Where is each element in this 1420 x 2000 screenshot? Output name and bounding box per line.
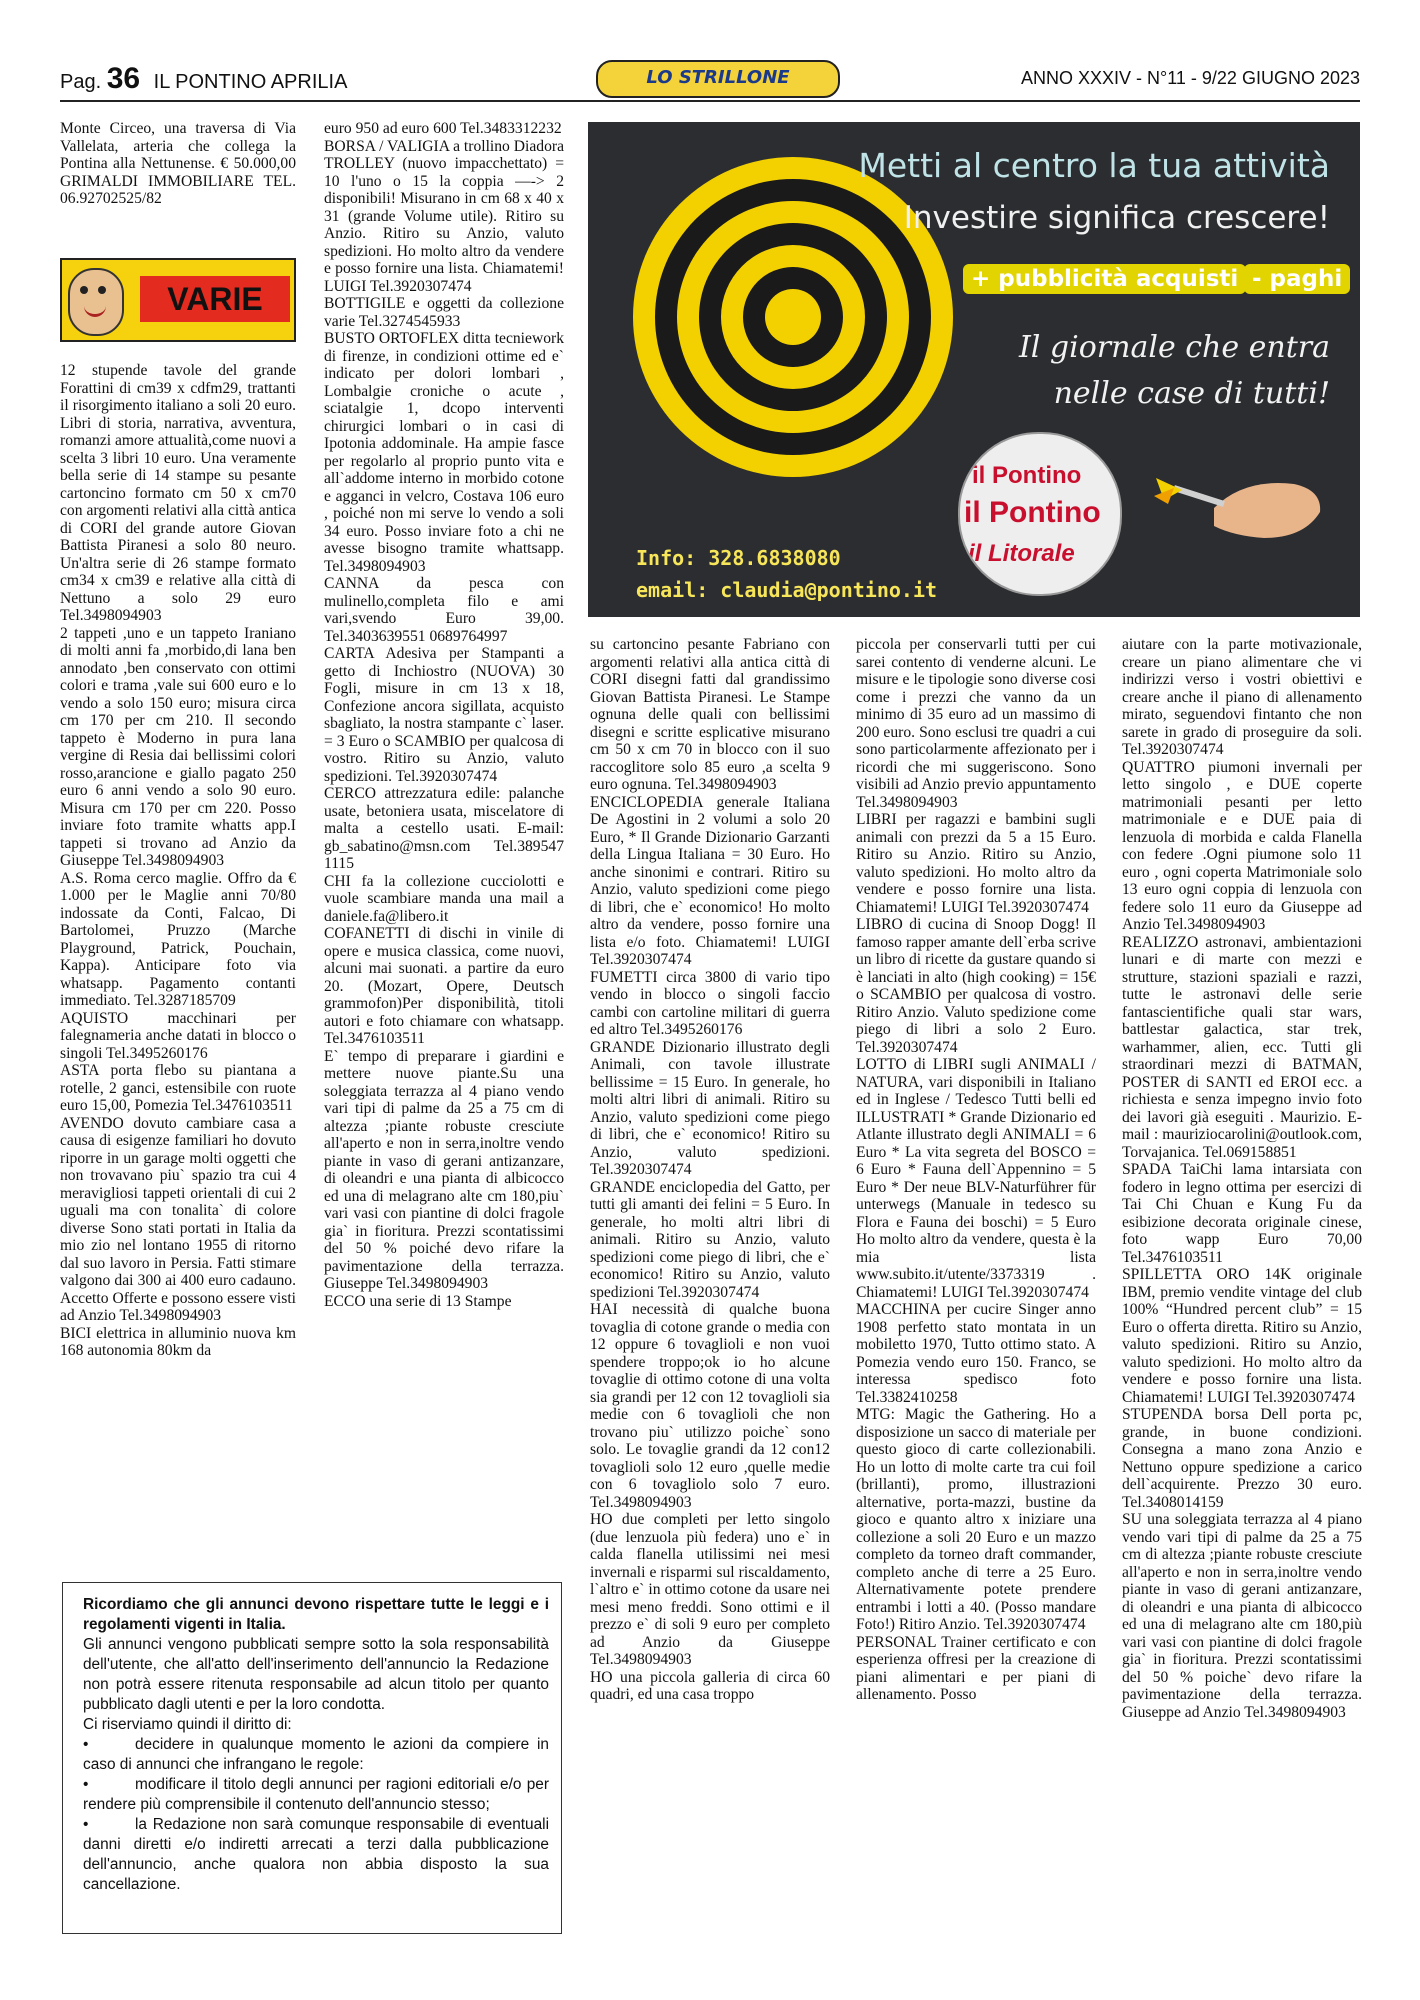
column-1 (60, 362, 296, 1360)
classified-ad: Monte Circeo, una traversa di Via Vallelata, arteria che collega la Pontina alla Nettunense. € 50.000,00 GRIMALDI IMMOBILIARE TEL. 06.92702525/82 (60, 120, 296, 207)
paper-name: IL PONTINO APRILIA (153, 71, 348, 93)
classified-ad: BUSTO ORTOFLEX ditta tecniework di firenze, in condizioni ottime ed e` indicato per dolori lombari , Lombalgie croniche o acute , sciatalgie 1, dcopo interventi chirurgici lombari o in casi di Ipotonia addominale. Ha ampie fasce per regolarlo al proprio punto vita e all`addome interno in morbido cotone e agganci in velcro, Costava 106 euro , poiché non mi serve lo vendo a soli 34 euro. Posso inviare foto a chi ne avesse bisogno tramite whattsapp. Tel.3498094903 (324, 330, 564, 575)
ball-logo-line-3: il Litorale (968, 540, 1075, 567)
classified-ad: CHI fa la collezione cucciolotti e vuole scambiare manda una mail a daniele.fa@libero.it (324, 872, 564, 925)
classified-ad: QUATTRO piumoni invernali per letto singolo , e DUE coperte matrimoniali pesanti per letto matrimoniale e e DUE paia di lenzuola di morbida e calda Flanella con federe .Ogni piumone solo 11 euro , ogni coperta Matrimoniale solo 13 euro ogni coppia di lenzuola con federe solo 11 euro da Giuseppe ad Anzio Tel.3498094903 (1122, 758, 1362, 933)
classified-ad: piccola per conservarli tutti per cui sarei contento di venderne alcuni. Le misure e le tipologie sono diverse cosi come i prezzi che vanno da un minimo di 35 euro ad un massimo di 200 euro. Sono esclusi tre quadri a cui sono particolarmente affezionato per i ricordi che mi suggeriscono. Sono visibili ad Anzio previo appuntamento Tel.3498094903 (856, 636, 1096, 811)
classified-ad: GRANDE enciclopedia del Gatto, per tutti gli amanti dei felini = 5 Euro. In generale, ho molti altri libri di animali. Ritiro su Anzio, valuto spedizioni come piego di libri, che e` economico! Ritiro su Anzio, valuto spedizioni Tel.3920307474 (590, 1178, 830, 1301)
classified-ad: GRANDE Dizionario illustrato degli Animali, con tavole illustrate bellissime = 15 Euro. In generale, ho molti altri libri di animali. Ritiro su Anzio, valuto spedizioni come piego di libri, che e` economico! Ritiro su Anzio, valuto spedizioni. Tel.3920307474 (590, 1038, 830, 1178)
classified-ad: LOTTO di LIBRI sugli ANIMALI / NATURA, vari disponibili in Italiano ed in Inglese / Tedesco Tutti belli ed ILLUSTRATI * Grande Dizionario ed Atlante illustrato degli ANIMALI = 6 Euro * La vita segreta del BOSCO = 6 Euro * Fauna dell`Appennino = 5 Euro * Der neue BLV-Naturführer für unterwegs (Manuale in tedesco su Flora e Fauna dei boschi) = 5 Euro Ho molto altro da vendere, questa è la mia lista www.subito.it/utente/3373319 . Chiamatemi! LUIGI Tel.3920307474 (856, 1056, 1096, 1301)
strillone-mascot-icon (68, 268, 124, 336)
classified-ad: CERCO attrezzatura edile: palanche usate, betoniera usata, miscelatore di malta a cestello usati. E-mail: gb_sabatino@msn.com Tel.389547 1115 (324, 785, 564, 872)
ad-pill-more-ads: + pubblicità acquisti (963, 264, 1246, 294)
ad-slogan-line-1: Il giornale che entra (1018, 330, 1330, 365)
column-4 (856, 636, 1096, 1704)
classified-ad: ENCICLOPEDIA generale Italiana De Agostini in 2 volumi a solo 20 Euro, * Il Grande Dizionario Garzanti della Lingua Italiana = 30 Euro. Ho anche sinonimi e contrari. Ritiro su Anzio, valuto spedizioni come piego di libri, che e` economico! Ho molto altro da vendere, posso fornire una lista e/o foto. Chiamatemi! LUIGI Tel.3920307474 (590, 793, 830, 968)
pontino-advertisement (588, 122, 1360, 617)
hand-with-dart-icon (1154, 438, 1324, 548)
classified-ad: ASTA porta flebo su piantana a rotelle, 2 ganci, estensibile con ruote euro 15,00, Pomezia Tel.3476103511 (60, 1062, 296, 1114)
classified-ad: aiutare con la parte motivazionale, creare un piano alimentare che vi indirizzi verso i vostri obiettivi e creare anche il piano di allenamento mirato, seguendovi fintanto che non sarete in grado di proseguire da soli. Tel.3920307474 (1122, 636, 1362, 758)
classified-ad: HO due completi per letto singolo (due lenzuola più federa) uno e` in calda flanella utilissimi nei mesi invernali e risparmi sul riscaldamento, l`altro e` in ottimo cotone da usare nei mesi meno freddi. Sono ottimi e il prezzo e` di soli 9 euro per completo ad Anzio da Giuseppe Tel.3498094903 (590, 1511, 830, 1668)
column-1-top (60, 120, 296, 208)
notice-bullet: • la Redazione non sarà comunque responsabile di eventuali danni diretti e/o indiretti arrecati a terzi dalla pubblicazione dell'annuncio, anche qualora non abbia disposto la sua cancellazione. (83, 1815, 549, 1895)
classified-ad: STUPENDA borsa Dell porta pc, grande, in buone condizioni. Consegna a mano zona Anzio e Nettuno oppure spedizione a carico dell`acquirente. Prezzo 30 euro. Tel.3408014159 (1122, 1406, 1362, 1511)
notice-paragraph: Gli annunci vengono pubblicati sempre sotto la sola responsabilità dell'utente, che all'atto dell'inserimento dell'annuncio la Redazione non potrà essere ritenuta responsabile ad alcun titolo per quanto pubblicato dagli utenti e per la loro condotta. (83, 1636, 549, 1713)
classified-ad: LIBRI per ragazzi e bambini sugli animali con prezzi da 5 a 15 Euro. Ritiro su Anzio. Ritiro su Anzio, valuto spedizioni. Ho molto altro da vendere e posso fornire una lista. Chiamatemi! LUIGI Tel.3920307474 (856, 811, 1096, 916)
classified-ad: 12 stupende tavole del grande Forattini di cm39 x cdfm29, trattanti il risorgimento italiano a soli 20 euro. Libri di storia, narrativa, avventura, romanzi amore attualità,come nuovi a scelta 3 libri 10 euro. Una veramente bella serie di 14 stampe su pesante cartoncino formato cm 50 x cm70 con argomenti relativi alla città antica di CORI del grande autore Giovan Battista Piranesi a solo 80 neuro. Un'altra serie di 26 stampe formato cm34 x cm39 e relative alla città di Nettuno a solo 29 euro Tel.3498094903 (60, 362, 296, 624)
classified-ad: BORSA / VALIGIA a trollino Diadora TROLLEY (nuovo impacchettato) = 10 l'uno o 15 la coppia —-> 2 disponibili! Misurano in cm 68 x 40 x 31 (grande Volume utile). Ritiro su Anzio. Ritiro su Anzio, valuto spedizioni. Ho molto altro da vendere e posso fornire una lista. Chiamatemi! LUIGI Tel.3920307474 (324, 137, 564, 295)
classified-ad: FUMETTI circa 3800 di vario tipo vendo in blocco o singoli faccio cambi con cartoline militari di guerra ed altro Tel.3495260176 (590, 968, 830, 1038)
header-divider (60, 100, 1360, 102)
classified-ad: ECCO una serie di 13 Stampe (324, 1292, 512, 1310)
page-number: 36 (106, 62, 141, 95)
classified-ad: BOTTIGILE e oggetti da collezione varie Tel.3274545933 (324, 295, 564, 330)
notice-lead: Ricordiamo che gli annunci devono rispettare tutte le leggi e i regolamenti vigenti in Italia. (83, 1596, 549, 1633)
classified-ad: BICI elettrica in alluminio nuova km 168 autonomia 80km da (60, 1324, 296, 1359)
classified-ad: REALIZZO astronavi, ambientazioni lunari e di marte con mezzi e strutture, stazioni spaziali e razzi, tutte le astronavi delle serie fantascientifiche quali star wars, battlestar galactica, star trek, warhammer, alien, ecc. Tutti gli straordinari mezzi di BATMAN, POSTER di SANTI ed EROI ecc. a richiesta e senza impegno invio foto dei lavori già eseguiti . Maurizio. E-mail : mauriziocarolini@outlook.com, Torvajanica. Tel.069158851 (1122, 933, 1362, 1161)
classified-ad: COFANETTI di dischi in vinile di opere e musica classica, come nuovi, alcuni mai suonati. a partire da euro 20. (Mozart, Opere, Deutsch grammofon)Per disponibilità, titoli autori e foto chiamare con whatsapp. Tel.3476103511 (324, 925, 564, 1047)
classified-ad: SU una soleggiata terrazza al 4 piano vendo vari tipi di palme da 25 a 75 cm di altezza ;piante robuste cresciute all'aperto e non in serra,inoltre vendo piante in vaso di gerani antizanzare, di oleandri e una pianta di albicocco ed una di melagrano alte cm 180,più vari vasi con piantine di dolci fragole gia` in fioritura. Prezzi scontatissimi del 50 % poiche` devo rifare la pavimentazione della terrazza. Giuseppe ad Anzio Tel.3498094903 (1122, 1511, 1362, 1721)
ad-email: email: claudia@pontino.it (636, 578, 938, 602)
varie-section-banner (60, 258, 296, 342)
notice-bullet: • modificare il titolo degli annunci per ragioni editoriali e/o per rendere più comprensibile il contenuto dell'annuncio stesso; (83, 1775, 549, 1815)
pag-prefix: Pag. (60, 71, 102, 93)
issue-info: ANNO XXXIV - N°11 - 9/22 GIUGNO 2023 (1021, 68, 1360, 88)
column-2 (324, 120, 564, 1310)
classified-ad: HAI necessità di qualche buona tovaglia di cotone grande o media con 12 oppure 6 tovaglioli e non vuoi spendere troppo;ok io ho alcune tovaglie di ottimo cotone di una volta sia grandi per 12 con 12 tovaglioli sia medie con 6 tovaglioli che non trovano piu` utilizzo poiche` sono solo. Le tovaglie grandi da 12 con12 tovaglioli solo 12 euro ,quelle medie con 6 tovagliolo solo 7 euro. Tel.3498094903 (590, 1301, 830, 1511)
classified-ad: MTG: Magic the Gathering. Ho a disposizione un sacco di materiale per questo gioco di carte collezionabili. Ho un lotto di molte carte tra cui foil (brillanti), promo, illustrazioni alternative, porta-mazzi, bustine da gioco e quanto altro x iniziare una collezione a soli 20 Euro e un mazzo completo da torneo draft commander, completo anche di terre a 25 Euro. Alternativamente potete prendere entrambi i lotti a 40. (Posso mandare Foto!) Ritiro Anzio. Tel.3920307474 (856, 1406, 1096, 1633)
classified-ad: su cartoncino pesante Fabriano con argomenti relativi alla antica città di CORI disegni fatti dal grandissimo Giovan Battista Piranesi. Le Stampe ognuna delle quali con bellissimi disegni e scritte esplicative misurano cm 50 x cm 70 in blocco con il suo raccoglitore solo 85 euro ,a scelta 9 euro ognuna. Tel.3498094903 (590, 636, 830, 793)
page-header (60, 60, 1360, 98)
classified-ad: SPILLETTA ORO 14K originale IBM, premio vendite vintage del club 100% “Hundred percent club” = 15 Euro o offerta diretta. Ritiro su Anzio, valuto spedizioni. Ritiro su Anzio, valuto spedizioni. Ho molto altro da vendere e posso fornire una lista. Chiamatemi! LUIGI Tel.3920307474 (1122, 1266, 1362, 1406)
classified-ad: euro 950 ad euro 600 Tel.3483312232 (324, 120, 562, 137)
rules-notice-box (62, 1582, 562, 1934)
ad-slogan-line-2: nelle case di tutti! (1053, 376, 1330, 411)
classified-ad: MACCHINA per cucire Singer anno 1908 perfetto stato montata in un mobiletto 1970, Tutto ottimo stato. A Pomezia vendo euro 150. Franco, se interessa spedisco foto Tel.3382410258 (856, 1301, 1096, 1406)
column-3 (590, 636, 830, 1704)
ball-logo-line-1: il Pontino (972, 462, 1082, 489)
notice-paragraph: Ci riserviamo quindi il diritto di: (83, 1716, 292, 1733)
classified-ad: PERSONAL Trainer certificato e con esperienza offresi per la creazione di piani alimentari e per piani di allenamento. Posso (856, 1633, 1096, 1703)
newspaper-ball-logo (958, 432, 1122, 596)
classified-ad: CARTA Adesiva per Stampanti a getto di Inchiostro (NUOVA) 30 Fogli, misure in cm 13 x 18, Confezione ancora sigillata, acquisto sbagliato, la nostra stampante c` laser. = 3 Euro o SCAMBIO per qualcosa di vostro. Ritiro su Anzio, valuto spedizioni. Tel.3920307474 (324, 645, 564, 785)
ad-phone: Info: 328.6838080 (636, 546, 841, 570)
ad-headline: Metti al centro la tua attività (858, 146, 1330, 185)
ball-logo-line-2: il Pontino (964, 496, 1101, 529)
classified-ad: 2 tappeti ,uno e un tappeto Iraniano di molti anni fa ,morbido,di lana ben annodato ,ben conservato con ottimi colori e trama ,vale sui 600 euro e lo vendo a solo 150 euro; misura circa cm 170 per cm 210. Il secondo tappeto è Moderno in pura lana vergine di Resia dai bellissimi colori rosso,arancione e giallo pagato 250 euro 6 anni vendo a solo 90 euro. Misura cm 170 per cm 220. Posso inviare foto tramite whatts app.I tappeti si trovano ad Anzio da Giuseppe Tel.3498094903 (60, 624, 296, 869)
classified-ad: E` tempo di preparare i giardini e mettere nuove piante.Su una soleggiata terrazza al 4 piano vendo vari tipi di palme da 25 a 75 cm di altezza ;piante robuste cresciute all'aperto e non in serra,inoltre vendo piante in vaso di gerani antizanzare, di oleandri e una pianta di albicocco ed una di melagrano alte cm 180,piu` vari vasi con piantine di dolci fragole gia` in fioritura. Prezzi scontatissimi del 50 % poiché devo rifare la pavimentazione della terrazza. Giuseppe Tel.3498094903 (324, 1047, 564, 1292)
section-label: VARIE (140, 276, 290, 322)
classified-ad: A.S. Roma cerco maglie. Offro da € 1.000 per le Maglie anni 70/80 indossate da Conti, Falcao, Di Bartolomei, Pruzzo (Marche Playground, Patrick, Pouchain, Kappa). Anticipare foto via whatsapp. Pagamento contanti immediato. Tel.3287185709 (60, 869, 296, 1009)
lo-strillone-logo: LO STRILLONE (596, 60, 840, 98)
notice-list (83, 1735, 549, 1895)
page-label (60, 62, 347, 96)
classified-ad: CANNA da pesca con mulinello,completa filo e ami vari,svendo Euro 39,00. Tel.3403639551 0689764997 (324, 575, 564, 645)
ad-subheadline: Investire significa crescere! (903, 200, 1330, 236)
classified-ad: SPADA TaiChi lama intarsiata con fodero in legno ottima per esercizi di Tai Chi Chuan e Kung Fu da esibizione decorata originale cinese, foto wapp Euro 70,00 Tel.3476103511 (1122, 1161, 1362, 1266)
notice-bullet: • decidere in qualunque momento le azioni da compiere in caso di annunci che infrangano le regole: (83, 1735, 549, 1775)
column-5 (1122, 636, 1362, 1721)
classified-ad: HO una piccola galleria di circa 60 quadri, ed una casa troppo (590, 1668, 830, 1703)
classified-ad: LIBRO di cucina di Snoop Dogg! Il famoso rapper amante dell`erba scrive un libro di ricette da gustare quando si è lanciati in alto (high cooking) = 15€ o SCAMBIO per qualcosa di vostro. Ritiro Anzio. Valuto spedizione come piego di libri a solo 2 Euro. Tel.3920307474 (856, 916, 1096, 1056)
ad-pill-pay-less: - paghi (1244, 264, 1350, 294)
classified-ad: AVENDO dovuto cambiare casa a causa di esigenze familiari ho dovuto riporre in un garage molti oggetti che non trovavano piu` spazio tra cui 4 meravigliosi tappeti orientali di cui 2 uguali ma con tonalita` di colore diverse Sono stati portati in Italia da mio zio nel lontano 1955 di ritorno dal suo lavoro in Persia. Fatti stimare valgono dai 300 ai 400 euro cadauno. Accetto Offerte e possono essere visti ad Anzio Tel.3498094903 (60, 1114, 296, 1324)
classified-ad: AQUISTO macchinari per falegnameria anche datati in blocco o singoli Tel.3495260176 (60, 1009, 296, 1062)
